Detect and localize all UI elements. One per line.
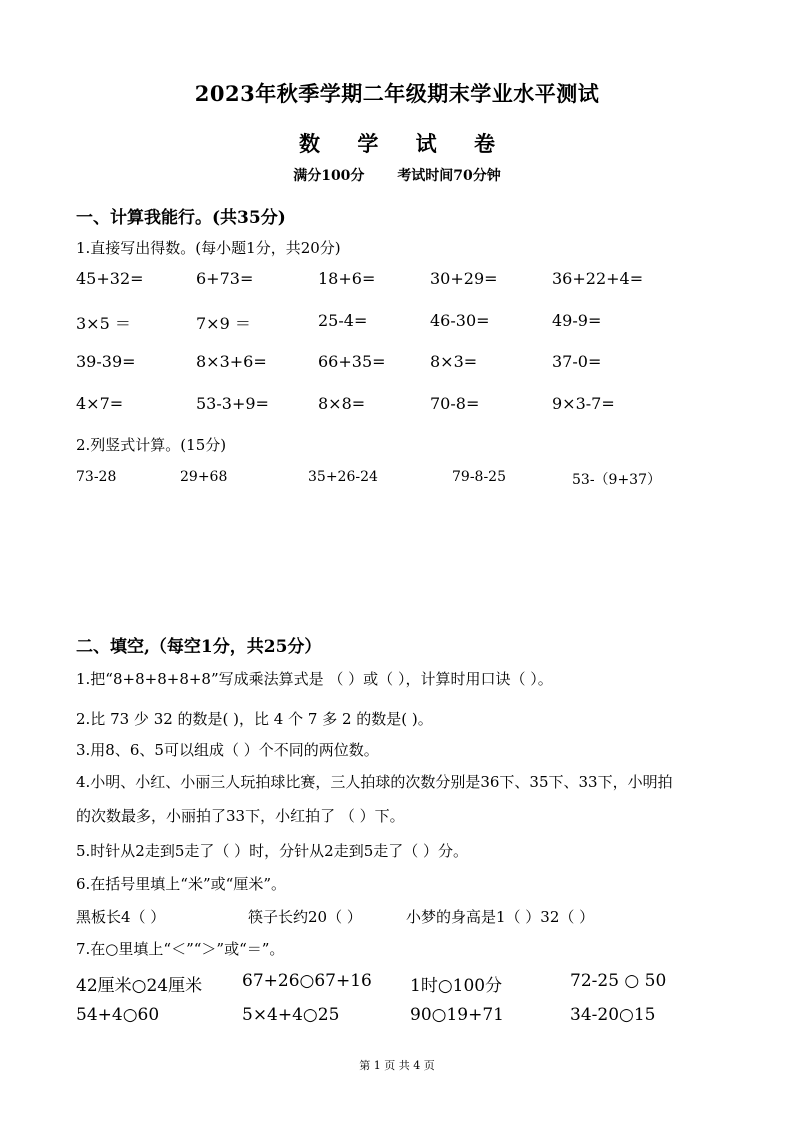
compare-row-2	[76, 1005, 716, 1029]
vertical-calc-item: 53-（9+37）	[572, 472, 661, 488]
calc-item: 30+29=	[430, 269, 498, 288]
vertical-calc-item: 73-28	[76, 469, 117, 485]
compare-item: 34-20○15	[570, 1005, 656, 1025]
fill-q1: 1.把“8+8+8+8+8”写成乘法算式是 （ ）或（ ），计算时用口诀（ ）。	[76, 670, 553, 688]
calc-item: 18+6=	[318, 269, 376, 288]
calc-item: 9×3-7=	[552, 394, 615, 413]
calc-item: 8×3=	[430, 352, 478, 371]
compare-item: 54+4○60	[76, 1005, 160, 1025]
compare-item: 1时○100分	[410, 976, 503, 996]
compare-item: 5×4+4○25	[242, 1005, 340, 1025]
exam-title: 2023年秋季学期二年级期末学业水平测试	[194, 81, 600, 106]
fill-q4-line1: 4.小明、小红、小丽三人玩拍球比赛，三人拍球的次数分别是36下、35下、33下，小明拍	[76, 773, 673, 791]
fill-q3: 3.用8、6、5可以组成（ ）个不同的两位数。	[76, 741, 379, 759]
section1-heading: 一、计算我能行。(共35分)	[76, 208, 286, 228]
section2-heading: 二、填空,（每空1分，共25分）	[76, 637, 322, 657]
vertical-calc-item: 35+26-24	[308, 469, 378, 485]
calc-item: 53-3+9=	[196, 394, 269, 413]
compare-item: 42厘米○24厘米	[76, 976, 203, 996]
compare-item: 67+26○67+16	[242, 971, 372, 991]
calc-item: 6+73=	[196, 269, 254, 288]
full-score: 满分100分	[293, 168, 365, 184]
calc-item: 4×7=	[76, 394, 124, 413]
fill-q6-items	[76, 906, 716, 926]
fill-q7: 7.在○里填上“＜”“＞”或“＝”。	[76, 940, 285, 958]
fill-q6-item: 小梦的身高是1（ ）32（ ）	[406, 908, 595, 926]
calc-item: 8×8=	[318, 394, 366, 413]
exam-duration: 考试时间70分钟	[397, 168, 501, 184]
section1-q2-label: 2.列竖式计算。(15分)	[76, 436, 227, 454]
calc-item: 46-30=	[430, 311, 490, 330]
calc-item: 70-8=	[430, 394, 480, 413]
calc-item: 25-4=	[318, 311, 368, 330]
calc-item: 3×5 ＝	[76, 314, 131, 333]
vertical-calc-item: 29+68	[180, 469, 228, 485]
fill-q4-line2: 的次数最多，小丽拍了33下，小红拍了 （ ）下。	[76, 807, 405, 825]
compare-item: 72-25 ○ 50	[570, 971, 667, 991]
calc-item: 49-9=	[552, 311, 602, 330]
fill-q5: 5.时针从2走到5走了（ ）时，分针从2走到5走了（ ）分。	[76, 842, 469, 860]
compare-item: 90○19+71	[410, 1005, 504, 1025]
exam-meta	[0, 165, 794, 185]
compare-row-1	[76, 971, 716, 995]
calc-item: 36+22+4=	[552, 269, 644, 288]
fill-q6: 6.在括号里填上“米”或“厘米”。	[76, 875, 286, 893]
exam-subject: 数 学 试 卷	[299, 131, 495, 156]
fill-q6-item: 黑板长4（ ）	[76, 908, 166, 926]
calc-item: 7×9 ＝	[196, 314, 251, 333]
fill-q2: 2.比 73 少 32 的数是( )，比 4 个 7 多 2 的数是( )。	[76, 710, 433, 728]
calc-item: 39-39=	[76, 352, 136, 371]
calc-item: 66+35=	[318, 352, 386, 371]
fill-q6-item: 筷子长约20（ ）	[248, 908, 362, 926]
calc-item: 37-0=	[552, 352, 602, 371]
calc-item: 8×3+6=	[196, 352, 267, 371]
calc-item: 45+32=	[76, 269, 144, 288]
vertical-calc-item: 79-8-25	[452, 469, 506, 485]
vertical-calc-row	[76, 469, 716, 489]
page-footer: 第 1 页 共 4 页	[359, 1059, 435, 1072]
section1-q1-label: 1.直接写出得数。(每小题1分，共20分)	[76, 239, 341, 257]
